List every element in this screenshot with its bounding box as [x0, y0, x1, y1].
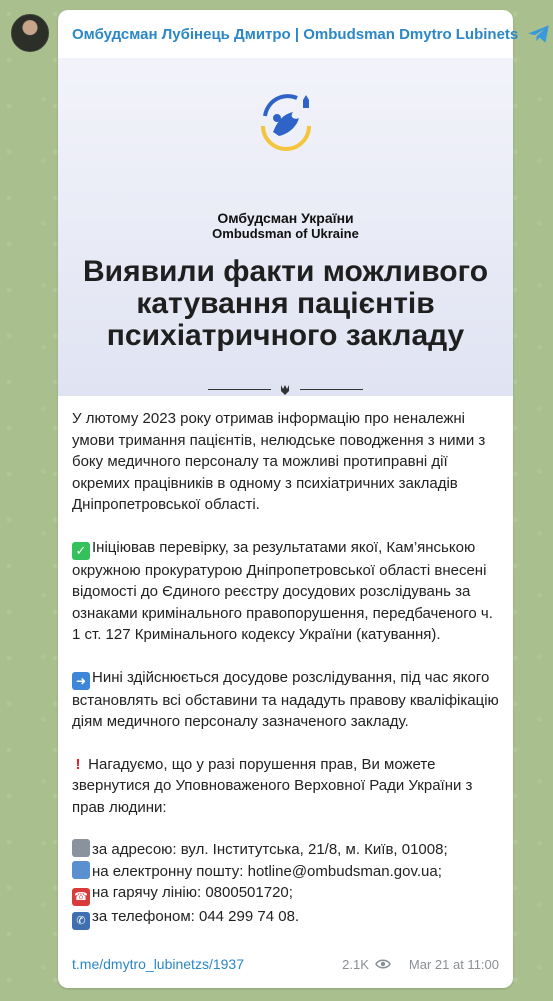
hand-dove-logo-icon [251, 88, 321, 158]
divider-line-left [208, 389, 271, 390]
org-name-en: Ombudsman of Ukraine [212, 226, 359, 241]
channel-name-link[interactable]: Омбудсман Лубінець Дмитро | Ombudsman Dmytro Lubinets [72, 25, 519, 43]
post-timestamp: Mar 21 at 11:00 [408, 956, 499, 972]
post-header [58, 10, 519, 58]
post-paragraph [72, 537, 499, 646]
paragraph-text: Нині здійснюється досудове розслідування, під час якого встановлять всі обставини та нададуть правову кваліфікацію діям медичного персоналу зазначеного закладу. [72, 668, 499, 730]
post-meta [342, 957, 499, 972]
banner-headline: Виявили факти можливого катування пацієнтів психіатричного закладу [82, 255, 489, 352]
divider-line-right [300, 389, 363, 390]
contact-text: на гарячу лінію: 0800501720; [92, 884, 293, 901]
paragraph-text: Ініціював перевірку, за результатами якої, Кам’янською окружною прокуратурою Дніпропетровської області внесені відомості до Єдиного реєстру досудових розслідувань за ознаками кримінального правопорушення, передбаченого ч. 1 ст. 127 Кримінального кодексу України (катування). [72, 538, 493, 643]
post-paragraph [72, 754, 499, 819]
paragraph-text: Нагадуємо, що у разі порушення прав, Ви можете звернутися до Уповноваженого Верховної Ради України з прав людини: [72, 755, 473, 816]
post-text [58, 396, 513, 930]
post-card [58, 10, 519, 988]
contact-phone [72, 906, 499, 930]
contact-address [72, 839, 499, 861]
banner-divider [208, 384, 363, 396]
trident-icon [279, 384, 291, 396]
contact-text: на електронну пошту: hotline@ombudsman.gov.ua; [92, 862, 442, 880]
contact-email [72, 861, 499, 883]
post-link[interactable]: t.me/dmytro_lubinetzs/1937 [72, 956, 244, 972]
exclamation-icon: ! [75, 755, 81, 773]
channel-avatar[interactable] [11, 14, 49, 52]
contact-text: за телефоном: 044 299 74 08. [92, 908, 300, 925]
contact-text: за адресою: вул. Інститутська, 21/8, м. Київ, 01008; [92, 841, 448, 858]
right-arrow-icon: ➜ [72, 672, 90, 690]
ombudsman-logo [58, 88, 513, 158]
post-footer [72, 954, 499, 974]
check-mark-icon: ✓ [72, 542, 90, 560]
post-paragraph [72, 408, 499, 516]
view-count: 2.1K [342, 956, 369, 972]
post-banner-image[interactable] [58, 58, 513, 396]
contact-hotline [72, 882, 499, 906]
phone-receiver-icon: ✆ [72, 912, 90, 930]
eye-icon [375, 958, 391, 970]
telegram-icon[interactable] [526, 21, 552, 47]
telephone-icon: ☎ [72, 888, 90, 906]
org-name-ua: Омбудсман України [217, 210, 354, 226]
paragraph-text: У лютому 2023 року отримав інформацію про неналежні умови тримання пацієнтів, нелюдське поводження з ними з боку медичного персоналу та можливі протиправні дії окремих працівників в одному з психіатричних закладів Дніпропетровської області. [72, 410, 486, 513]
post-paragraph [72, 667, 499, 733]
office-building-icon [72, 839, 90, 857]
email-icon [72, 861, 90, 879]
